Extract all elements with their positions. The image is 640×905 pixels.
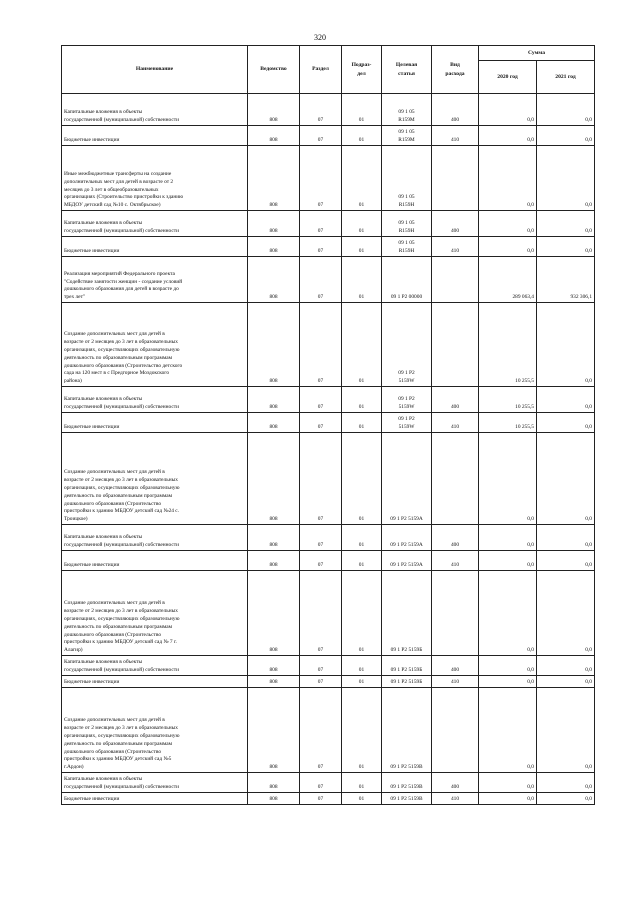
row-section: 07 [300, 303, 342, 387]
row-section: 07 [300, 688, 342, 773]
row-2020: 0,0 [479, 433, 537, 525]
row-name: Бюджетные инвестиции [62, 676, 248, 688]
header-subsection: Подраз- дел [342, 46, 382, 94]
row-2021: 0,0 [537, 773, 595, 793]
row-expense: 400 [432, 94, 479, 126]
row-expense: 400 [432, 656, 479, 676]
row-target: 09 1 P2 5159А [382, 551, 432, 571]
table-row [62, 237, 595, 257]
row-2020: 0,0 [479, 237, 537, 257]
row-subsection: 01 [342, 688, 382, 773]
table-row [62, 793, 595, 805]
header-name: Наименование [62, 46, 248, 94]
row-subsection: 01 [342, 146, 382, 211]
row-dept: 808 [248, 303, 300, 387]
row-target: 09 1 P2 5159W [382, 413, 432, 433]
budget-table [61, 45, 595, 805]
row-2021: 0,0 [537, 146, 595, 211]
table-row [62, 433, 595, 525]
row-expense [432, 688, 479, 773]
header-dept: Ведомство [248, 46, 300, 94]
row-target: 09 1 05 R159Н [382, 146, 432, 211]
row-expense: 410 [432, 237, 479, 257]
row-section: 07 [300, 793, 342, 805]
table-row [62, 146, 595, 211]
row-name: Капитальные вложения в объекты государственной (муниципальной) собственности [62, 773, 248, 793]
row-target: 09 1 05 R159М [382, 94, 432, 126]
row-2021: 0,0 [537, 525, 595, 551]
row-dept: 808 [248, 656, 300, 676]
row-subsection: 01 [342, 237, 382, 257]
row-name: Иные межбюджетные трансферты на создание дополнительных мест для детей в возрасте от 2 месяцев до 3 лет в общеобразовательных организациях (Строительство пристройки к зданию МБДОУ детский сад №10 с. Октябрьское) [62, 146, 248, 211]
row-2020: 0,0 [479, 551, 537, 571]
row-dept: 808 [248, 433, 300, 525]
row-section: 07 [300, 237, 342, 257]
row-2021: 932 306,1 [537, 257, 595, 303]
table-row [62, 126, 595, 146]
row-dept: 808 [248, 773, 300, 793]
table-row [62, 387, 595, 413]
row-name: Бюджетные инвестиции [62, 551, 248, 571]
row-2021: 0,0 [537, 656, 595, 676]
row-2020: 0,0 [479, 793, 537, 805]
row-target: 09 1 P2 5159В [382, 793, 432, 805]
row-2021: 0,0 [537, 793, 595, 805]
row-name: Капитальные вложения в объекты государственной (муниципальной) собственности [62, 656, 248, 676]
header-section: Раздел [300, 46, 342, 94]
row-subsection: 01 [342, 257, 382, 303]
row-2020: 0,0 [479, 94, 537, 126]
row-2020: 10 255,5 [479, 387, 537, 413]
row-section: 07 [300, 257, 342, 303]
row-section: 07 [300, 211, 342, 237]
row-target: 09 1 P2 5159А [382, 525, 432, 551]
row-2021: 0,0 [537, 688, 595, 773]
row-2021: 0,0 [537, 571, 595, 656]
row-subsection: 01 [342, 656, 382, 676]
row-section: 07 [300, 525, 342, 551]
row-subsection: 01 [342, 211, 382, 237]
row-subsection: 01 [342, 793, 382, 805]
row-section: 07 [300, 773, 342, 793]
row-name: Бюджетные инвестиции [62, 413, 248, 433]
header-sum: Сумма [479, 46, 595, 61]
table-body [62, 94, 595, 805]
row-name: Бюджетные инвестиции [62, 126, 248, 146]
row-2021: 0,0 [537, 126, 595, 146]
row-target: 09 1 05 R159Н [382, 237, 432, 257]
row-expense: 400 [432, 387, 479, 413]
row-section: 07 [300, 676, 342, 688]
row-dept: 808 [248, 413, 300, 433]
row-expense: 410 [432, 413, 479, 433]
row-subsection: 01 [342, 126, 382, 146]
row-2020: 10 255,5 [479, 413, 537, 433]
row-expense: 410 [432, 676, 479, 688]
row-target: 09 1 P2 00000 [382, 257, 432, 303]
table-row [62, 656, 595, 676]
row-name: Создание дополнительных мест для детей в возрасте от 2 месяцев до 3 лет в образовательных организациях, осуществляющих образовательную деятельность по образовательным программам дошкольного образования (Строительство детского сада на 120 мест в с Предгорное Моздокского района) [62, 303, 248, 387]
row-2021: 0,0 [537, 413, 595, 433]
table-row [62, 257, 595, 303]
table-row [62, 94, 595, 126]
row-section: 07 [300, 126, 342, 146]
row-expense [432, 571, 479, 656]
row-expense [432, 146, 479, 211]
table-row [62, 551, 595, 571]
row-subsection: 01 [342, 387, 382, 413]
row-subsection: 01 [342, 303, 382, 387]
row-subsection: 01 [342, 571, 382, 656]
row-dept: 808 [248, 688, 300, 773]
row-target: 09 1 P2 5159W [382, 303, 432, 387]
row-subsection: 01 [342, 94, 382, 126]
row-expense: 410 [432, 793, 479, 805]
row-target: 09 1 05 R159М [382, 126, 432, 146]
row-2021: 0,0 [537, 551, 595, 571]
row-2021: 0,0 [537, 211, 595, 237]
row-name: Бюджетные инвестиции [62, 237, 248, 257]
row-expense: 400 [432, 211, 479, 237]
row-2021: 0,0 [537, 237, 595, 257]
row-2020: 0,0 [479, 211, 537, 237]
row-target: 09 1 05 R159Н [382, 211, 432, 237]
row-subsection: 01 [342, 551, 382, 571]
row-section: 07 [300, 387, 342, 413]
header-expense: Вид расхода [432, 46, 479, 94]
row-dept: 808 [248, 237, 300, 257]
row-subsection: 01 [342, 773, 382, 793]
table-row [62, 688, 595, 773]
row-target: 09 1 P2 5159В [382, 688, 432, 773]
row-2020: 0,0 [479, 146, 537, 211]
row-2020: 0,0 [479, 688, 537, 773]
row-dept: 808 [248, 94, 300, 126]
table-header [62, 46, 595, 94]
row-2020: 0,0 [479, 676, 537, 688]
page-number: 320 [314, 33, 326, 42]
row-2020: 0,0 [479, 525, 537, 551]
row-dept: 808 [248, 257, 300, 303]
table-row [62, 413, 595, 433]
row-name: Создание дополнительных мест для детей в возрасте от 2 месяцев до 3 лет в образовательных организациях, осуществляющих образовательную деятельность по образовательным программам дошкольного образования (Строительство пристройки к зданию МБДОУ детский сад № 7 г. Алагир) [62, 571, 248, 656]
row-name: Реализация мероприятий Федерального проекта "Содействие занятости женщин - создание условий дошкольного образования для детей в возрасте до трех лет" [62, 257, 248, 303]
row-dept: 808 [248, 571, 300, 656]
row-target: 09 1 P2 5159В [382, 773, 432, 793]
row-name: Капитальные вложения в объекты государственной (муниципальной) собственности [62, 211, 248, 237]
row-target: 09 1 P2 5159А [382, 433, 432, 525]
row-section: 07 [300, 146, 342, 211]
row-name: Создание дополнительных мест для детей в возрасте от 2 месяцев до 3 лет в образовательных организациях, осуществляющих образовательную деятельность по образовательным программам дошкольного образования (Строительство пристройки к зданию МБДОУ детский сад №24 с. Троицкое) [62, 433, 248, 525]
table-row [62, 525, 595, 551]
row-section: 07 [300, 433, 342, 525]
row-2021: 0,0 [537, 433, 595, 525]
row-target: 09 1 P2 5159Б [382, 676, 432, 688]
row-subsection: 01 [342, 525, 382, 551]
row-2021: 0,0 [537, 387, 595, 413]
row-section: 07 [300, 656, 342, 676]
row-dept: 808 [248, 211, 300, 237]
header-2020: 2020 год [479, 61, 537, 94]
row-2021: 0,0 [537, 94, 595, 126]
table-row [62, 773, 595, 793]
table-row [62, 303, 595, 387]
row-expense [432, 433, 479, 525]
row-expense: 410 [432, 126, 479, 146]
row-name: Капитальные вложения в объекты государственной (муниципальной) собственности [62, 387, 248, 413]
row-dept: 808 [248, 525, 300, 551]
row-2020: 10 255,5 [479, 303, 537, 387]
row-section: 07 [300, 94, 342, 126]
row-name: Капитальные вложения в объекты государственной (муниципальной) собственности [62, 525, 248, 551]
row-dept: 808 [248, 387, 300, 413]
row-2020: 0,0 [479, 571, 537, 656]
row-subsection: 01 [342, 433, 382, 525]
row-2020: 0,0 [479, 773, 537, 793]
row-expense: 410 [432, 551, 479, 571]
row-dept: 808 [248, 551, 300, 571]
row-2020: 289 063,4 [479, 257, 537, 303]
row-expense [432, 257, 479, 303]
row-dept: 808 [248, 126, 300, 146]
row-name: Создание дополнительных мест для детей в возрасте от 2 месяцев до 3 лет в образовательных организациях, осуществляющих образовательную деятельность по образовательным программам дошкольного образования (Строительство пристройки к зданию МБДОУ детский сад №5 г.Ардон) [62, 688, 248, 773]
row-target: 09 1 P2 5159W [382, 387, 432, 413]
row-section: 07 [300, 571, 342, 656]
row-2021: 0,0 [537, 676, 595, 688]
table-row [62, 676, 595, 688]
row-section: 07 [300, 551, 342, 571]
row-dept: 808 [248, 793, 300, 805]
row-name: Бюджетные инвестиции [62, 793, 248, 805]
table-row [62, 571, 595, 656]
row-dept: 808 [248, 146, 300, 211]
row-target: 09 1 P2 5159Б [382, 656, 432, 676]
row-expense: 400 [432, 773, 479, 793]
row-expense [432, 303, 479, 387]
row-dept: 808 [248, 676, 300, 688]
row-target: 09 1 P2 5159Б [382, 571, 432, 656]
row-name: Капитальные вложения в объекты государственной (муниципальной) собственности [62, 94, 248, 126]
row-2020: 0,0 [479, 126, 537, 146]
header-2021: 2021 год [537, 61, 595, 94]
row-2021: 0,0 [537, 303, 595, 387]
row-section: 07 [300, 413, 342, 433]
table-row [62, 211, 595, 237]
header-target: Целевая статья [382, 46, 432, 94]
row-subsection: 01 [342, 676, 382, 688]
row-expense: 400 [432, 525, 479, 551]
row-subsection: 01 [342, 413, 382, 433]
row-2020: 0,0 [479, 656, 537, 676]
